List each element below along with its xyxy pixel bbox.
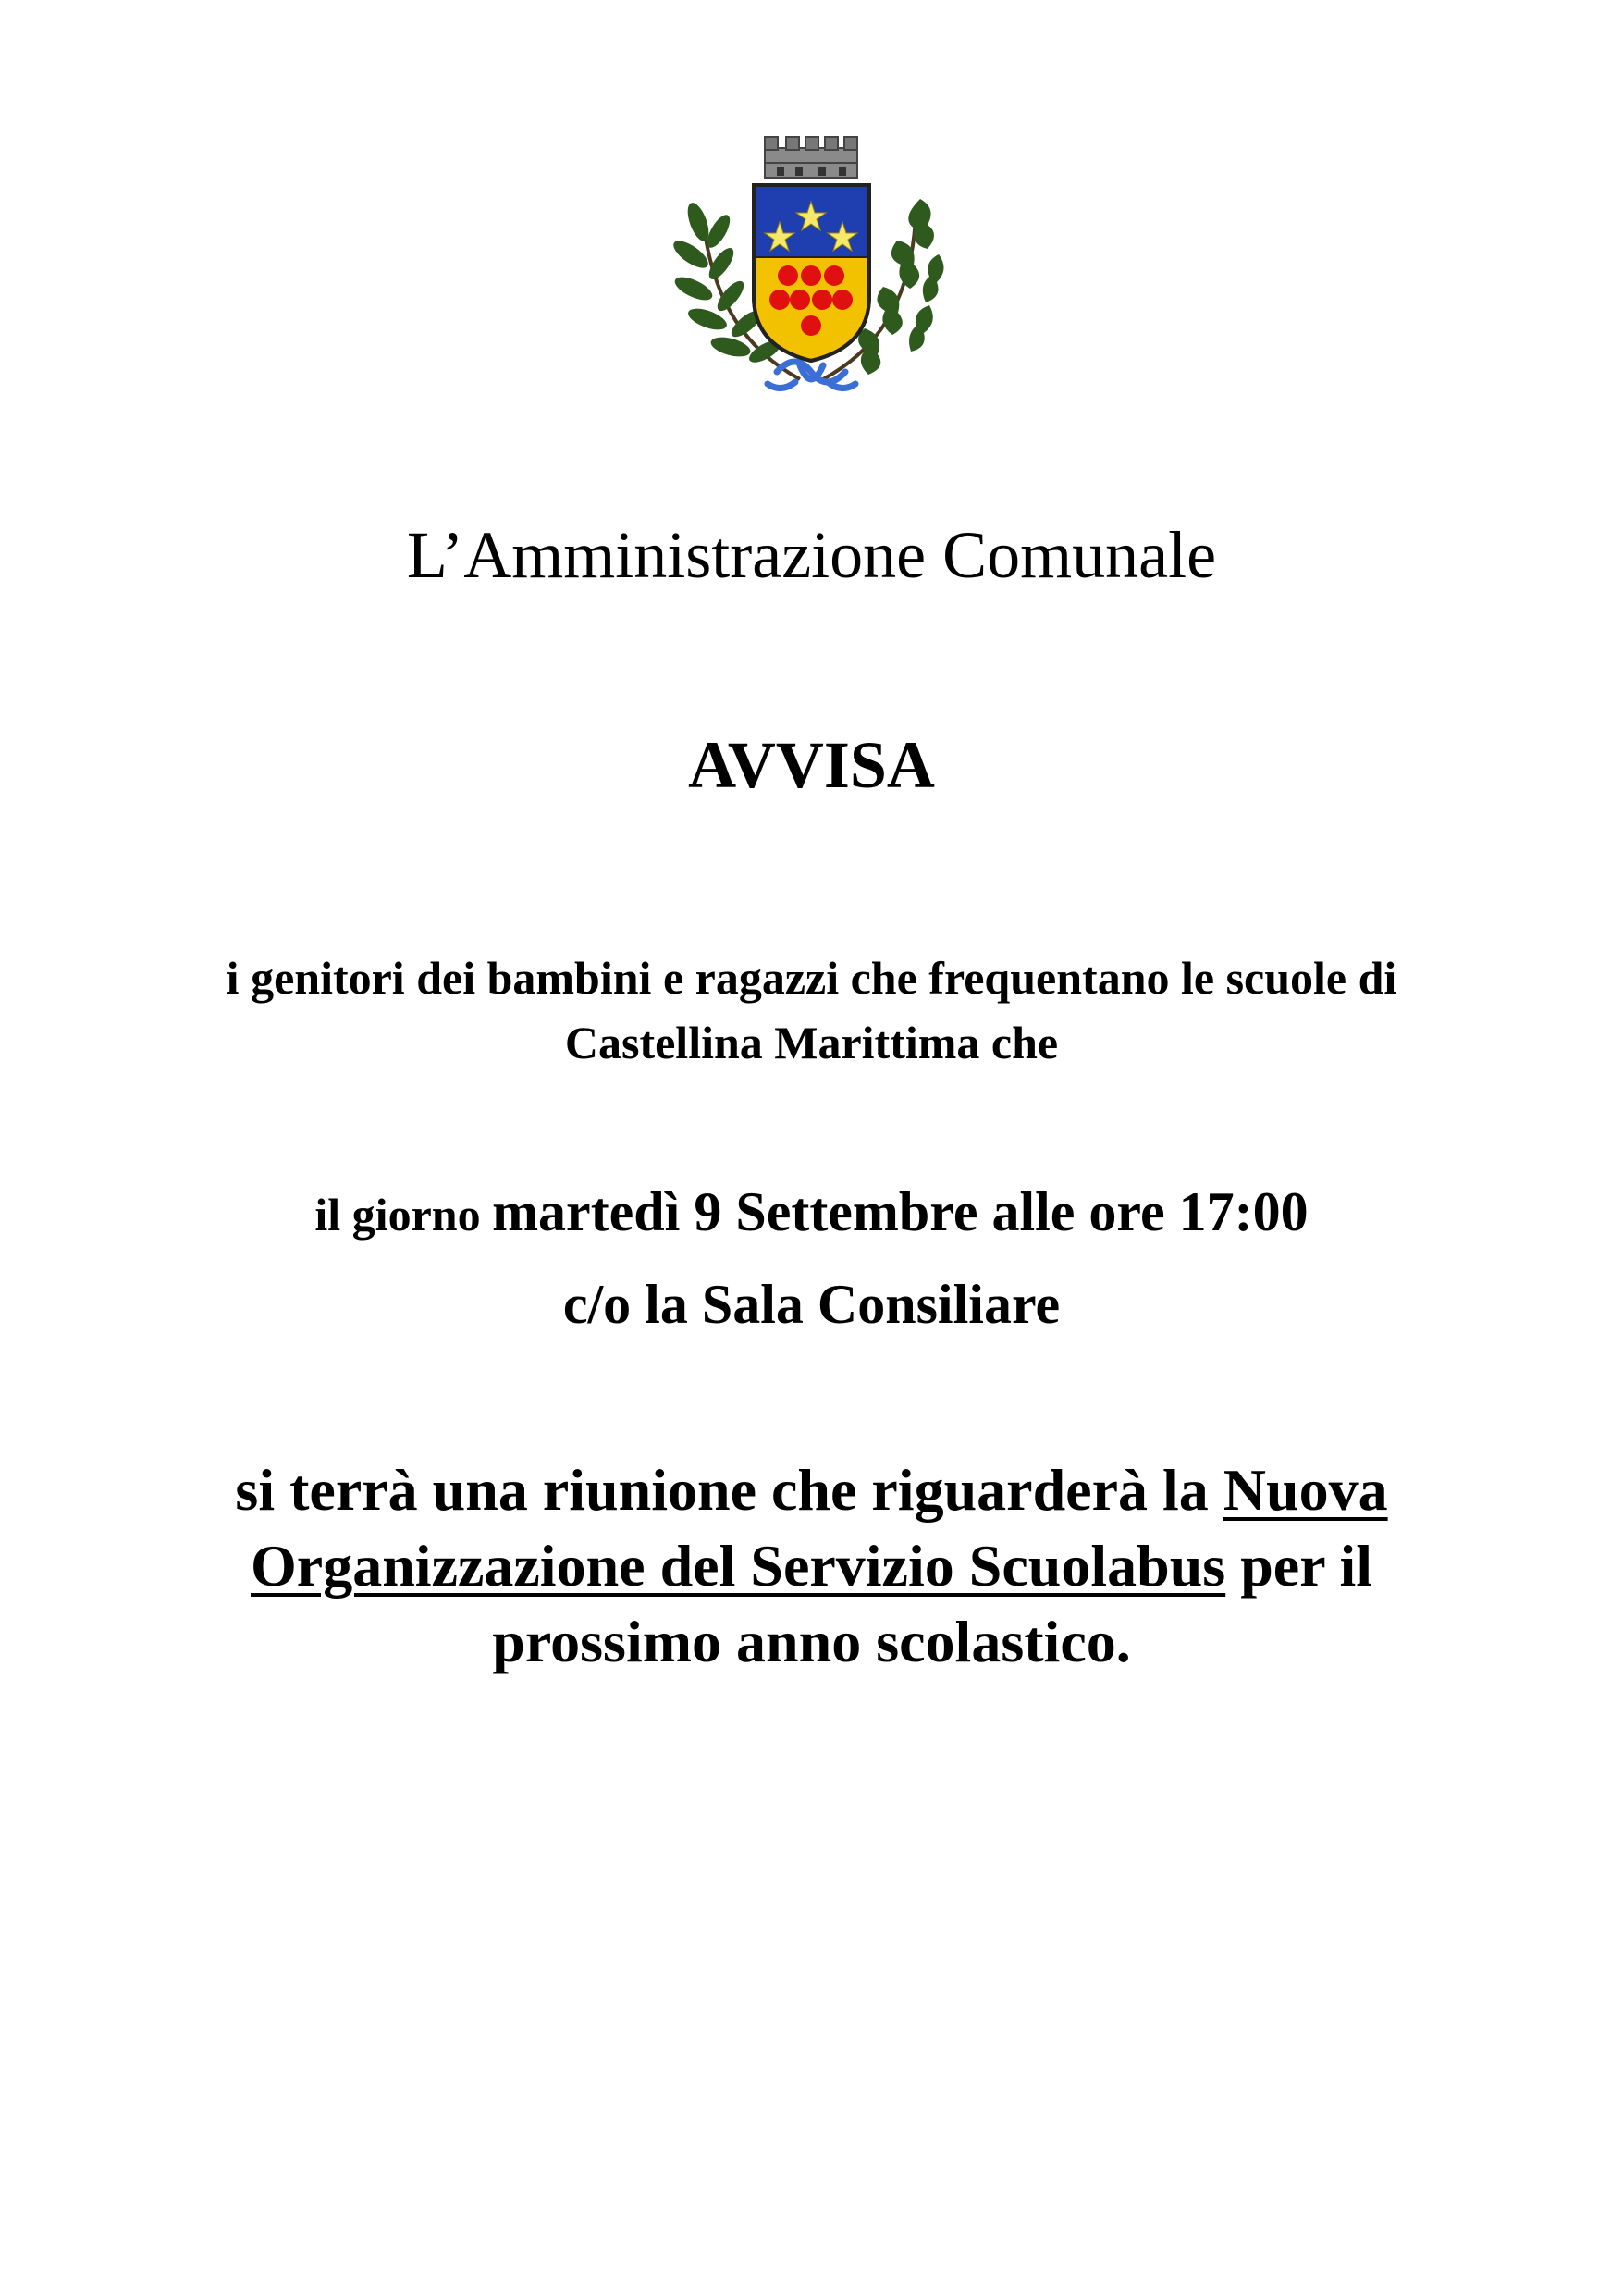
date-main: martedì 9 Settembre alle ore 17:00: [492, 1181, 1309, 1242]
recipients-line-1: i genitori dei bambini e ragazzi che frequentano le scuole di: [226, 952, 1397, 1004]
meeting-line-3-text: prossimo anno scolastico.: [492, 1609, 1131, 1674]
meeting-line-2-text: per il: [1225, 1533, 1372, 1599]
issuer-title: L’Amministrazione Comunale: [406, 518, 1217, 592]
shield-icon: [754, 185, 869, 361]
coat-of-arms-logo: [661, 130, 962, 407]
meeting-line-1-underlined: Nuova: [1223, 1457, 1388, 1523]
meeting-date: [0, 1175, 1623, 1264]
recipients-text: [0, 945, 1623, 1075]
crown-icon: [765, 137, 857, 178]
recipients-line-2: Castellina Marittima che: [564, 1017, 1059, 1068]
meeting-description: [0, 1452, 1623, 1680]
notice-heading: AVVISA: [688, 728, 935, 802]
meeting-location: c/o la Sala Consiliare: [562, 1274, 1061, 1335]
date-prefix: il giorno: [314, 1189, 493, 1241]
meeting-line-2-underlined: Organizzazione del Servizio Scuolabus: [251, 1533, 1226, 1599]
meeting-line-1-text: si terrà una riunione che riguarderà la: [235, 1457, 1223, 1523]
